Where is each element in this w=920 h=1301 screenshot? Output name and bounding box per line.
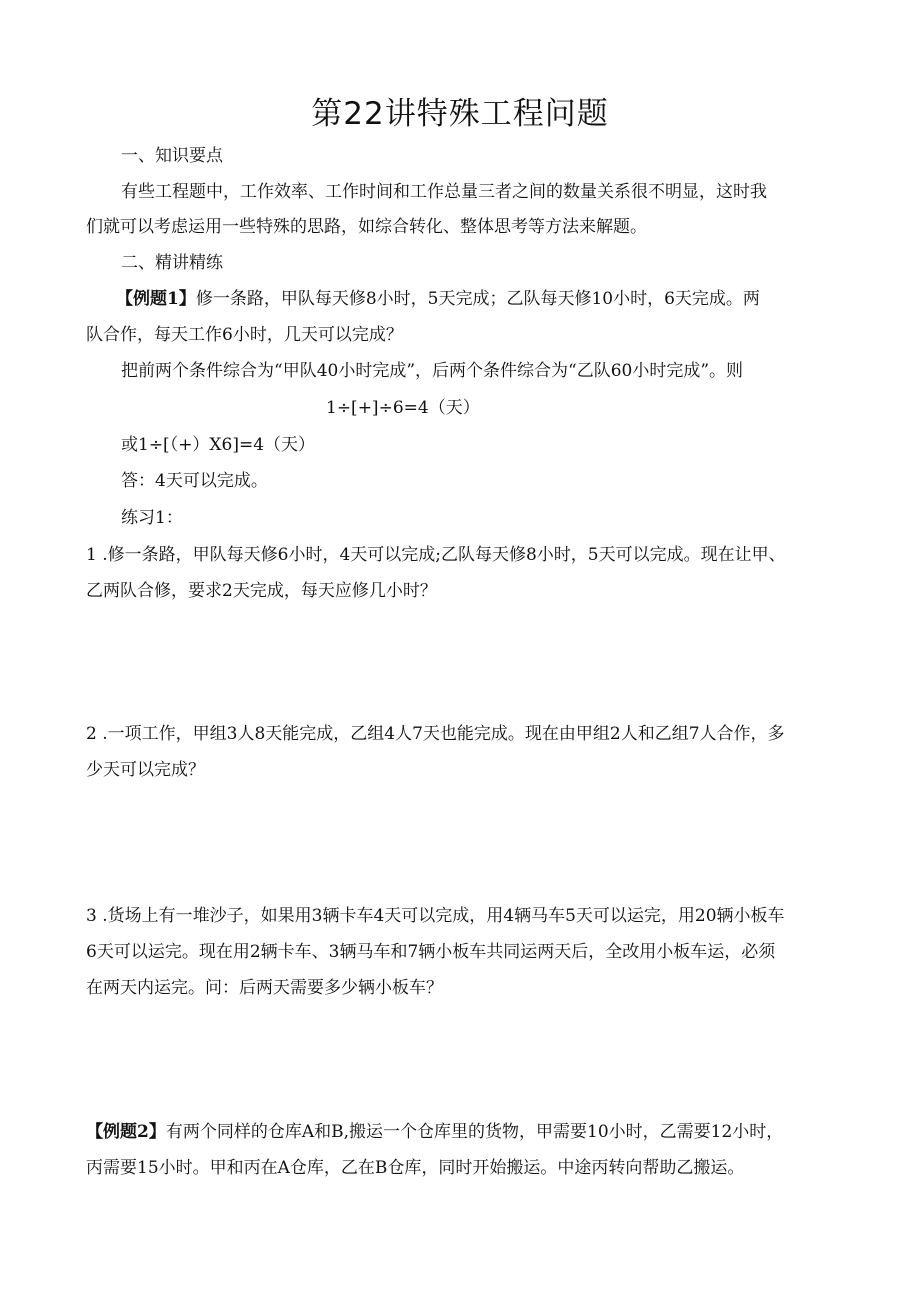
problem-3-line: 在两天内运完。问：后两天需要多少辆小板车？ [86,978,443,998]
section-heading-knowledge: 一、知识要点 [121,146,223,166]
paragraph-line: 有些工程题中，工作效率、工作时间和工作总量三者之间的数量关系很不明显，这时我 [121,182,767,202]
paragraph-line: 队合作，每天工作6小时，几天可以完成？ [86,325,403,345]
problem-2-line: 2 .一项工作，甲组3人8天能完成，乙组4人7天也能完成。现在由甲组2人和乙组7人合作，多 [86,724,785,744]
page-title: 第22讲特殊工程问题 [311,96,609,132]
example-1-text: 修一条路，甲队每天修8小时，5天完成；乙队每天修10小时，6天完成。两 [195,289,760,309]
example-2-question [86,1122,783,1142]
example-2-tag: 【例题2】 [86,1122,166,1142]
example-2-text: 有两个同样的仓库A和B,搬运一个仓库里的货物，甲需要10小时，乙需要12小时， [165,1122,784,1142]
example-1-tag: 【例题1】 [116,289,196,309]
problem-2-line: 少天可以完成？ [86,760,205,780]
answer-line: 答：4天可以完成。 [121,471,268,491]
example-1-question [116,289,760,309]
problem-3-line: 6天可以运完。现在用2辆卡车、3辆马车和7辆小板车共同运两天后，全改用小板车运，必须 [86,942,776,962]
problem-3-line: 3 .货场上有一堆沙子，如果用3辆卡车4天可以完成，用4辆马车5天可以运完，用20辆小板车 [86,906,785,926]
problem-1-line: 1 .修一条路，甲队每天修6小时，4天可以完成;乙队每天修8小时，5天可以完成。现在让甲、 [86,545,786,565]
practice-label: 练习1： [121,508,183,528]
paragraph-line: 丙需要15小时。甲和丙在A仓库，乙在B仓库，同时开始搬运。中途丙转向帮助乙搬运。 [86,1158,745,1178]
formula-1: 1÷[+]÷6=4（天） [326,398,480,418]
paragraph-line: 们就可以考虑运用一些特殊的思路，如综合转化、整体思考等方法来解题。 [86,217,647,237]
section-heading-practice: 二、精讲精练 [121,253,223,273]
problem-1-line: 乙两队合修，要求2天完成，每天应修几小时？ [86,581,437,601]
solution-line: 把前两个条件综合为“甲队40小时完成”，后两个条件综合为“乙队60小时完成”。则 [121,361,744,381]
formula-2: 或1÷[（+）X6]=4（天） [121,435,316,455]
